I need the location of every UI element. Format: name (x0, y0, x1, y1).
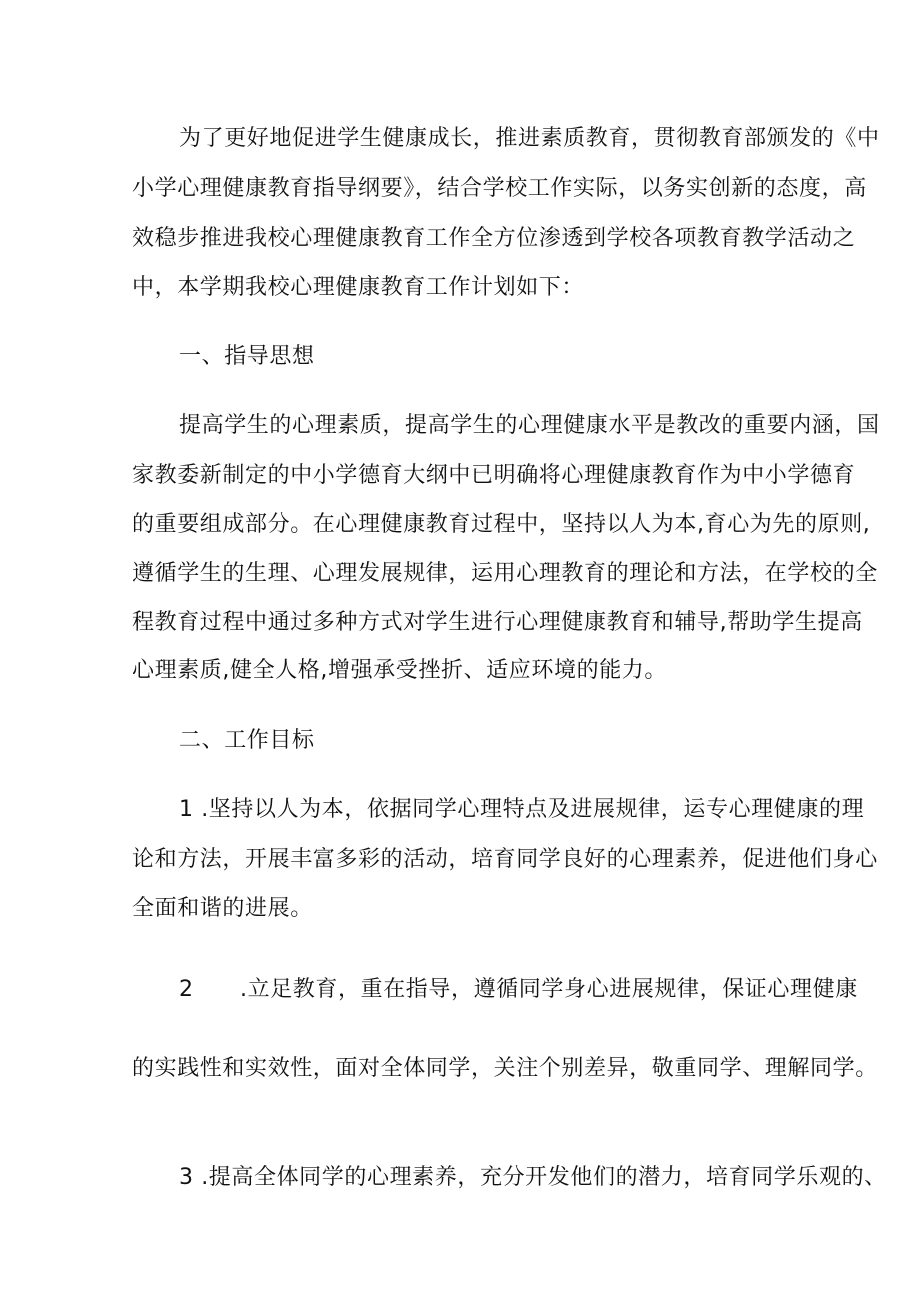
intro-line: 小学心理健康教育指导纲要》，结合学校工作实际，以务实创新的态度，高 (132, 176, 867, 201)
goal-item-2-number: 2 (179, 977, 194, 1002)
goal-item-1-line: 1 .坚持以人为本，依据同学心理特点及进展规律，运专心理健康的理 (179, 797, 865, 822)
section-heading-guiding-thought: 一、指导思想 (179, 344, 315, 369)
goal-item-2-line: 的实践性和实效性，面对全体同学，关注个别差异，敬重同学、理解同学。 (132, 1056, 878, 1081)
section1-body-line: 心理素质,健全人格,增强承受挫折、适应环境的能力。 (132, 658, 667, 683)
section1-body-line: 家教委新制定的中小学德育大纲中已明确将心理健康教育作为中小学德育 (132, 463, 856, 488)
section1-body-line: 提高学生的心理素质，提高学生的心理健康水平是教改的重要内涵，国 (179, 413, 880, 438)
goal-item-1-line: 论和方法，开展丰富多彩的活动，培育同学良好的心理素养，促进他们身心 (132, 847, 878, 872)
intro-line: 效稳步推进我校心理健康教育工作全方位渗透到学校各项教育教学活动之 (132, 226, 856, 251)
goal-item-2-line: .立足教育，重在指导，遵循同学身心进展规律，保证心理健康 (240, 977, 858, 1002)
goal-item-3-line: 3 .提高全体同学的心理素养，充分开发他们的潜力，培育同学乐观的、 (179, 1165, 887, 1190)
goal-item-1-line: 全面和谐的进展。 (132, 896, 313, 921)
intro-line: 为了更好地促进学生健康成长，推进素质教育，贯彻教育部颁发的《中 (179, 126, 880, 151)
section-heading-work-goals: 二、工作目标 (179, 728, 315, 753)
section1-body-line: 程教育过程中通过多种方式对学生进行心理健康教育和辅导,帮助学生提高 (132, 610, 863, 635)
section1-body-line: 的重要组成部分。在心理健康教育过程中，坚持以人为本,育心为先的原则, (132, 512, 871, 537)
section1-body-line: 遵循学生的生理、心理发展规律，运用心理教育的理论和方法，在学校的全 (132, 561, 878, 586)
intro-line: 中，本学期我校心理健康教育工作计划如下： (132, 275, 585, 300)
